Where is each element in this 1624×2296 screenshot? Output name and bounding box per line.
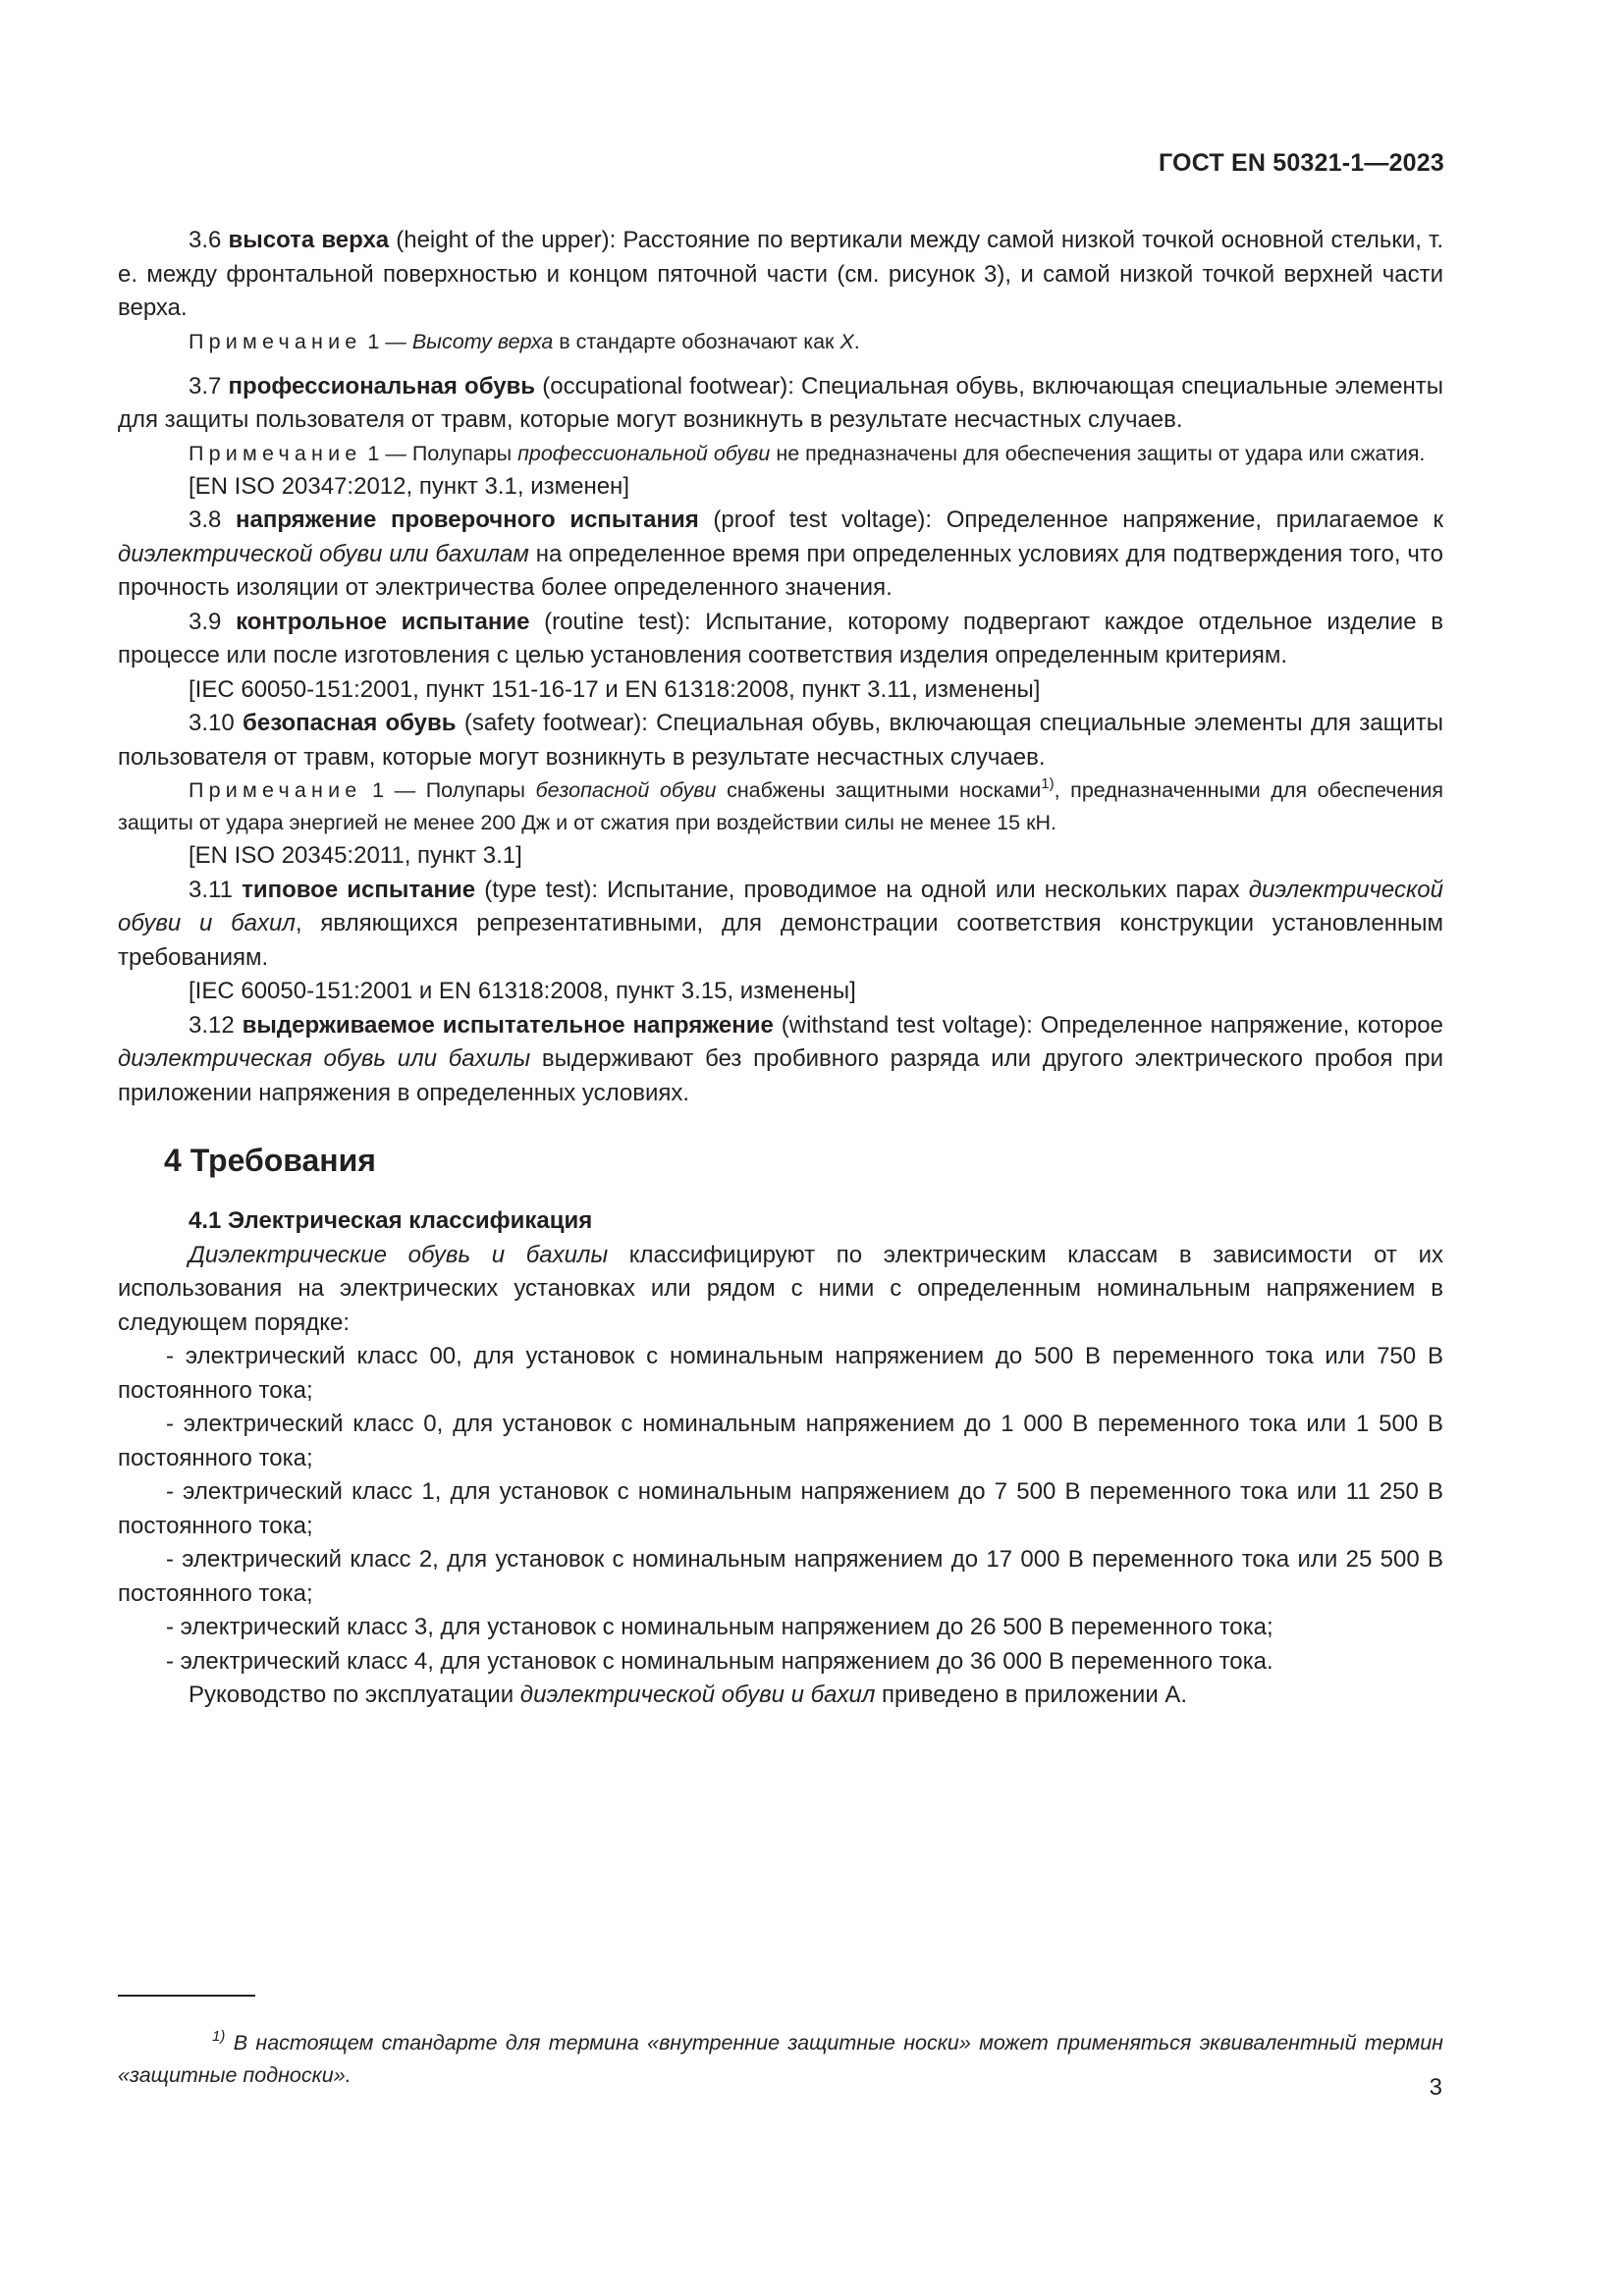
list-item: - электрический класс 00, для установок с номинальным напряжением до 500 В переменного тока или 750 В постоянного тока; — [118, 1343, 1443, 1404]
section-4-heading: 4 Требования — [164, 1143, 376, 1178]
reference-3-9: [IEC 60050-151:2001, пункт 151-16-17 и EN 61318:2008, пункт 3.11, изменены] — [189, 675, 1041, 703]
definition-3-9: 3.9 контрольное испытание (routine test): Испытание, которому подвергают каждое отдельное изделие в процессе или после изготовления с целью установления соответствия изделия определенным критериям. — [118, 608, 1444, 668]
list-item: - электрический класс 3, для установок с номинальным напряжением до 26 500 В переменного тока; — [166, 1614, 1273, 1640]
document-code-header: ГОСТ EN 50321-1—2023 — [1159, 149, 1444, 177]
term: напряжение проверочного испытания — [236, 507, 699, 533]
note-3-7: Примечание 1 — Полупары профессиональной обуви не предназначены для обеспечения защиты от удара или сжатия. — [189, 441, 1426, 465]
reference-3-7: [EN ISO 20347:2012, пункт 3.1, изменен] — [189, 472, 629, 500]
list-item: - электрический класс 2, для установок с номинальным напряжением до 17 000 В переменного тока или 25 500 В постоянного тока; — [118, 1546, 1443, 1607]
reference-3-10: [EN ISO 20345:2011, пункт 3.1] — [189, 842, 522, 869]
footnote-separator — [118, 1995, 255, 1997]
note-label: Примечание — [189, 441, 362, 465]
definition-3-12: 3.12 выдерживаемое испытательное напряжение (withstand test voltage): Определенное напряжение, которое диэлектрическая обувь или бахилы выдерживают без пробивного разряда или другого электрического пробоя при приложении напряжения в определенных условиях. — [118, 1011, 1443, 1106]
subsection-4-1-heading: 4.1 Электрическая классификация — [189, 1207, 593, 1234]
note-label: Примечание — [189, 778, 362, 802]
list-item: - электрический класс 0, для установок с номинальным напряжением до 1 000 В переменного тока или 1 500 В постоянного тока; — [118, 1411, 1443, 1471]
page-number: 3 — [1429, 2074, 1442, 2101]
definition-3-10: 3.10 безопасная обувь (safety footwear): Специальная обувь, включающая специальные элементы для защиты пользователя от травм, которые могут возникнуть в результате несчастных случаев. — [118, 710, 1443, 771]
definition-3-6: 3.6 высота верха (height of the upper): Расстояние по вертикали между самой низкой точкой основной стельки, т. е. между фронтальной поверхностью и концом пяточной части (см. рисунок 3), и самой низкой точкой верхней части верха. — [118, 227, 1443, 321]
term: профессиональная обувь — [228, 372, 536, 400]
page-content — [118, 224, 1443, 1713]
list-item: - электрический класс 1, для установок с номинальным напряжением до 7 500 В переменного тока или 11 250 В постоянного тока; — [118, 1478, 1443, 1539]
definition-3-11: 3.11 типовое испытание (type test): Испытание, проводимое на одной или нескольких парах диэлектрической обуви и бахил, являющихся репрезентативными, для демонстрации соответствия конструкции установленным требованиям. — [118, 876, 1444, 971]
list-item: - электрический класс 4, для установок с номинальным напряжением до 36 000 В переменного тока. — [166, 1647, 1273, 1675]
classification-intro: Диэлектрические обувь и бахилы классифицируют по электрическим классам в зависимости от их использования на электрических установках или рядом с ними с определенным номинальным напряжением в следующем порядке: — [118, 1241, 1443, 1336]
term: высота верха — [228, 227, 390, 253]
reference-3-11: [IEC 60050-151:2001 и EN 61318:2008, пункт 3.15, изменены] — [189, 978, 856, 1004]
guide-paragraph: Руководство по эксплуатации диэлектрической обуви и бахил приведено в приложении А. — [189, 1682, 1188, 1708]
term: контрольное испытание — [236, 608, 530, 635]
term: выдерживаемое испытательное напряжение — [242, 1011, 774, 1039]
footnote: $^{1)}$ В настоящем стандарте для термина «внутренние защитные носки» может применяться эквивалентный термин «защитные подноски». — [118, 2027, 1443, 2087]
note-3-6: Примечание 1 — Высоту верха в стандарте обозначают как X. — [189, 329, 860, 353]
term: безопасная обувь — [243, 710, 457, 736]
footnote-marker: 1) — [212, 2027, 226, 2045]
note-3-10: Примечание 1 — Полупары безопасной обуви снабжены защитными носками$^{1)}$, предназначенными для обеспечения защиты от удара энергией не менее 200 Дж и от сжатия при воздействии силы не менее 15 кН. — [118, 775, 1443, 834]
definition-3-8: 3.8 напряжение проверочного испытания (proof test voltage): Определенное напряжение, прилагаемое к диэлектрической обуви или бахилам на определенное время при определенных условиях для подтверждения того, что прочность изоляции от электричества более определенного значения. — [118, 507, 1443, 601]
definition-3-7: 3.7 профессиональная обувь (occupational footwear): Специальная обувь, включающая специальные элементы для защиты пользователя от травм, которые могут возникнуть в результате несчастных случаев. — [118, 372, 1443, 433]
term: типовое испытание — [242, 876, 476, 903]
footnote-marker: 1) — [1041, 775, 1055, 792]
note-label: Примечание — [189, 329, 362, 353]
